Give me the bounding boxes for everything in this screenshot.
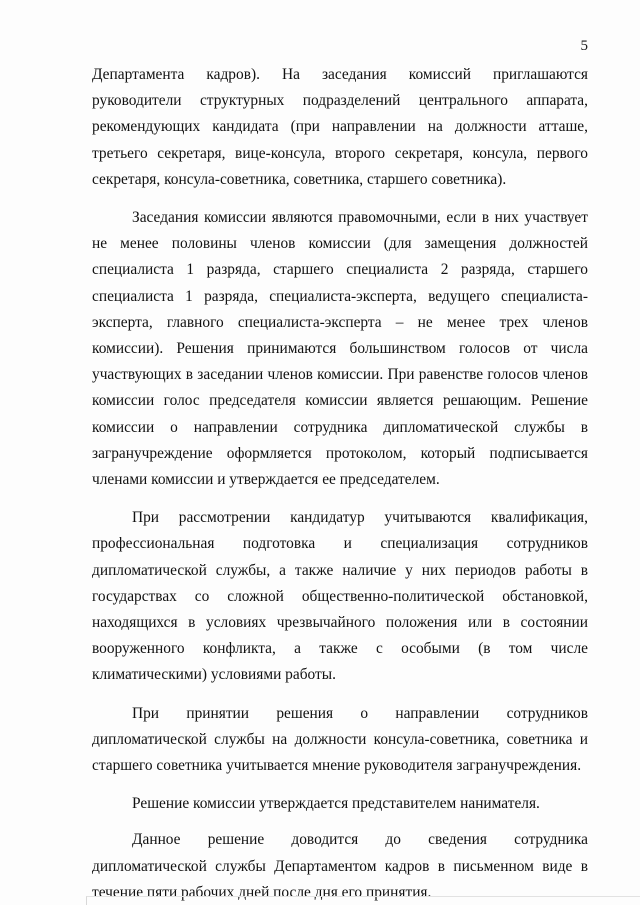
scan-edge (86, 896, 640, 905)
page-number: 5 (580, 38, 588, 54)
paragraph-2: Заседания комиссии являются правомочными, если в них участвует не менее половины членов комиссии (для замещения должностей специалиста 1 разряда, старшего специалиста 2 разряда, старшего специалиста 1 разряда, специалиста-эксперта, ведущего специалиста-эксперта, главного специалиста-эксперта – не менее трех членов комиссии). Решения принимаются большинством голосов от числа участвующих в заседании членов комиссии. При равенстве голосов членов комиссии голос председателя комиссии является решающим. Решение комиссии о направлении сотрудника дипломатической службы в загранучреждение оформляется протоколом, который подписывается членами комиссии и утверждается ее председателем. (92, 209, 588, 489)
paragraph-4: При принятии решения о направлении сотрудников дипломатической службы на должности консула-советника, советника и старшего советника учитывается мнение руководителя загранучреждения. (92, 704, 588, 775)
paragraph-1: Департамента кадров). На заседания комиссий приглашаются руководители структурных подразделений центрального аппарата, рекомендующих кандидата (при направлении на должности атташе, третьего секретаря, вице-консула, второго секретаря, консула, первого секретаря, консула-советника, советника, старшего советника). (92, 66, 588, 188)
paragraph-6: Данное решение доводится до сведения сотрудника дипломатической службы Департаментом кадров в письменном виде в течение пяти рабочих дней после дня его принятия. (92, 831, 588, 901)
document-body (92, 62, 588, 918)
paragraph-5: Решение комиссии утверждается представителем нанимателя. (132, 795, 540, 813)
paragraph-3: При рассмотрении кандидатур учитываются квалификация, профессиональная подготовка и специализация сотрудников дипломатической службы, а также наличие у них периодов работы в государствах со сложной общественно-политической обстановкой, находящихся в условиях чрезвычайного положения или в состоянии вооруженного конфликта, а также с особыми (в том числе климатическими) условиями работы. (92, 509, 588, 684)
